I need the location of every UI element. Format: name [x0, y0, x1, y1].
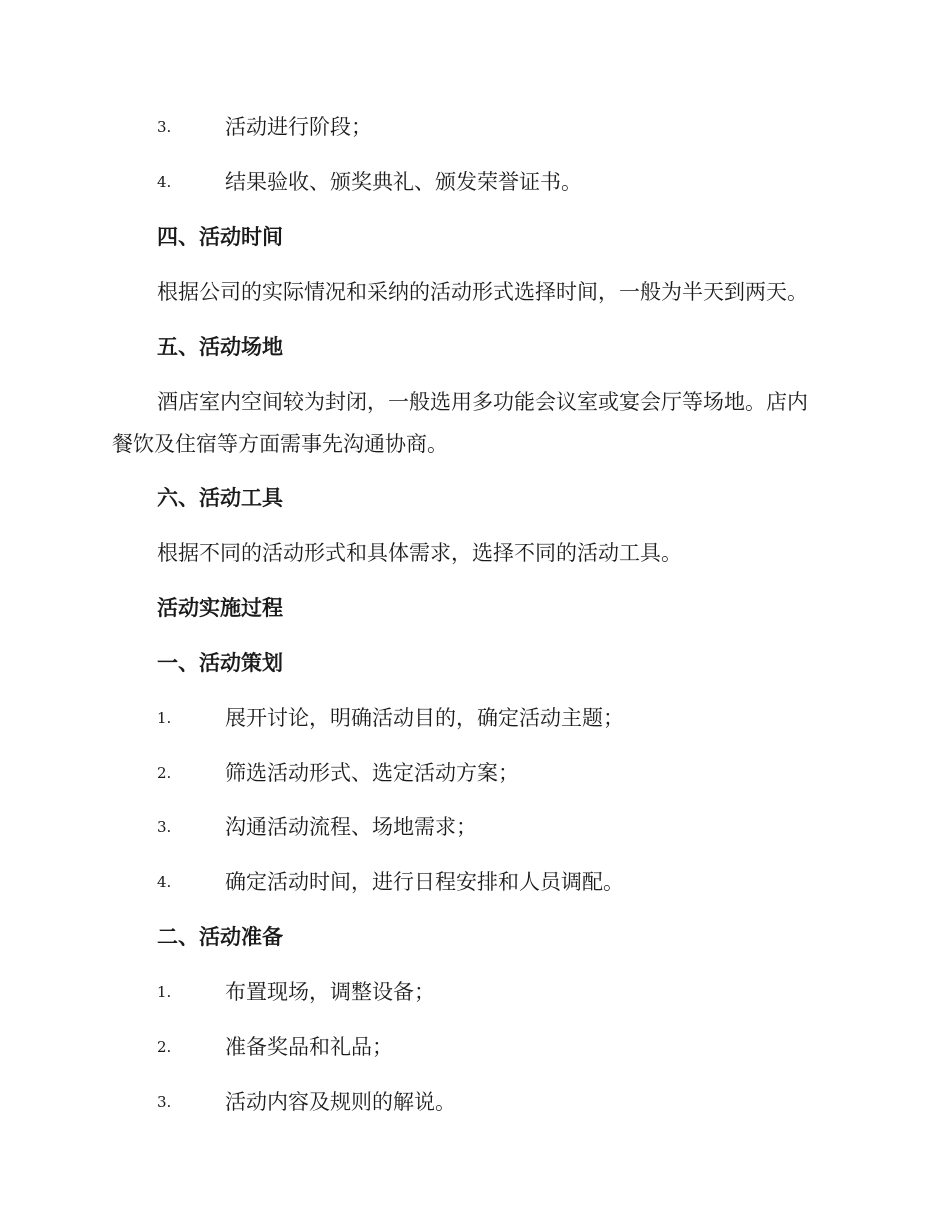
paragraph	[0, 275, 950, 309]
section-heading	[0, 481, 950, 515]
section-heading	[0, 330, 950, 364]
list-text: 结果验收、颁奖典礼、颁发荣誉证书。	[225, 170, 582, 194]
list-number: 3.	[157, 1093, 172, 1111]
section-heading-text: 一、活动策划	[157, 650, 283, 675]
list-text: 活动进行阶段；	[225, 115, 372, 139]
list-text: 活动内容及规则的解说。	[225, 1090, 456, 1114]
paragraph	[0, 536, 950, 570]
paragraph-text: 酒店室内空间较为封闭，一般选用多功能会议室或宴会厅等场地。店内	[157, 390, 808, 414]
list-text: 筛选活动形式、选定活动方案；	[225, 761, 519, 785]
list-number: 1.	[157, 709, 172, 727]
paragraph-text: 根据不同的活动形式和具体需求，选择不同的活动工具。	[157, 541, 682, 565]
section-heading	[0, 591, 950, 625]
list-text: 展开讨论，明确活动目的，确定活动主题；	[225, 706, 624, 730]
list-item	[0, 110, 950, 144]
section-heading-text: 二、活动准备	[157, 924, 283, 949]
list-item	[0, 865, 950, 899]
paragraph-text: 根据公司的实际情况和采纳的活动形式选择时间，一般为半天到两天。	[157, 280, 808, 304]
list-item	[0, 756, 950, 790]
list-text: 布置现场，调整设备；	[225, 980, 435, 1004]
list-number: 4.	[157, 173, 172, 191]
list-item	[0, 810, 950, 844]
section-heading	[0, 646, 950, 680]
paragraph	[0, 385, 950, 419]
list-text: 准备奖品和礼品；	[225, 1035, 393, 1059]
list-number: 2.	[157, 764, 172, 782]
paragraph-text: 餐饮及住宿等方面需事先沟通协商。	[112, 432, 448, 456]
list-number: 3.	[157, 118, 172, 136]
list-text: 确定活动时间，进行日程安排和人员调配。	[225, 870, 624, 894]
section-heading-text: 四、活动时间	[157, 224, 283, 249]
list-number: 4.	[157, 873, 172, 891]
section-heading-text: 六、活动工具	[157, 485, 283, 510]
list-item	[0, 165, 950, 199]
section-heading-text: 活动实施过程	[157, 595, 283, 620]
list-number: 1.	[157, 983, 172, 1001]
list-text: 沟通活动流程、场地需求；	[225, 815, 477, 839]
section-heading	[0, 920, 950, 954]
list-number: 3.	[157, 818, 172, 836]
section-heading	[0, 220, 950, 254]
list-item	[0, 975, 950, 1009]
list-number: 2.	[157, 1038, 172, 1056]
paragraph-continuation	[0, 427, 950, 461]
section-heading-text: 五、活动场地	[157, 334, 283, 359]
list-item	[0, 701, 950, 735]
list-item	[0, 1030, 950, 1064]
list-item	[0, 1085, 950, 1119]
